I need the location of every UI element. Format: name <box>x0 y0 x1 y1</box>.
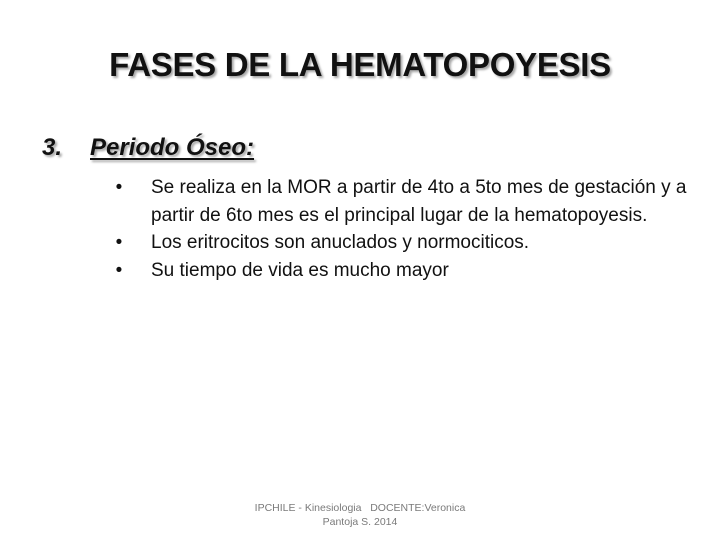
bullet-marker: • <box>115 259 123 281</box>
bullet-marker: • <box>115 177 123 198</box>
footer-line-2: Pantoja S. 2014 <box>322 516 398 528</box>
bullet-text: Los eritrocitos son anuclados y normociticos. <box>151 232 530 253</box>
bullet-item <box>111 229 691 257</box>
section-number: 3. <box>42 134 63 161</box>
bullet-item <box>111 257 691 285</box>
slide-title: FASES DE LA HEMATOPOYESIS <box>109 46 611 83</box>
section-label: Periodo Óseo: <box>90 134 255 161</box>
section-heading <box>42 134 254 162</box>
bullet-list <box>111 174 691 284</box>
bullet-item <box>111 174 691 229</box>
slide-footer <box>248 501 472 529</box>
bullet-text: Se realiza en la MOR a partir de 4to a 5to mes de gestación y a partir de 6to mes es el principal lugar de la hematopoyesis. <box>151 177 687 226</box>
bullet-text: Su tiempo de vida es mucho mayor <box>151 259 449 281</box>
bullet-marker: • <box>115 232 123 253</box>
footer-line-1: IPCHILE - Kinesiologia DOCENTE:Veronica <box>254 502 466 514</box>
